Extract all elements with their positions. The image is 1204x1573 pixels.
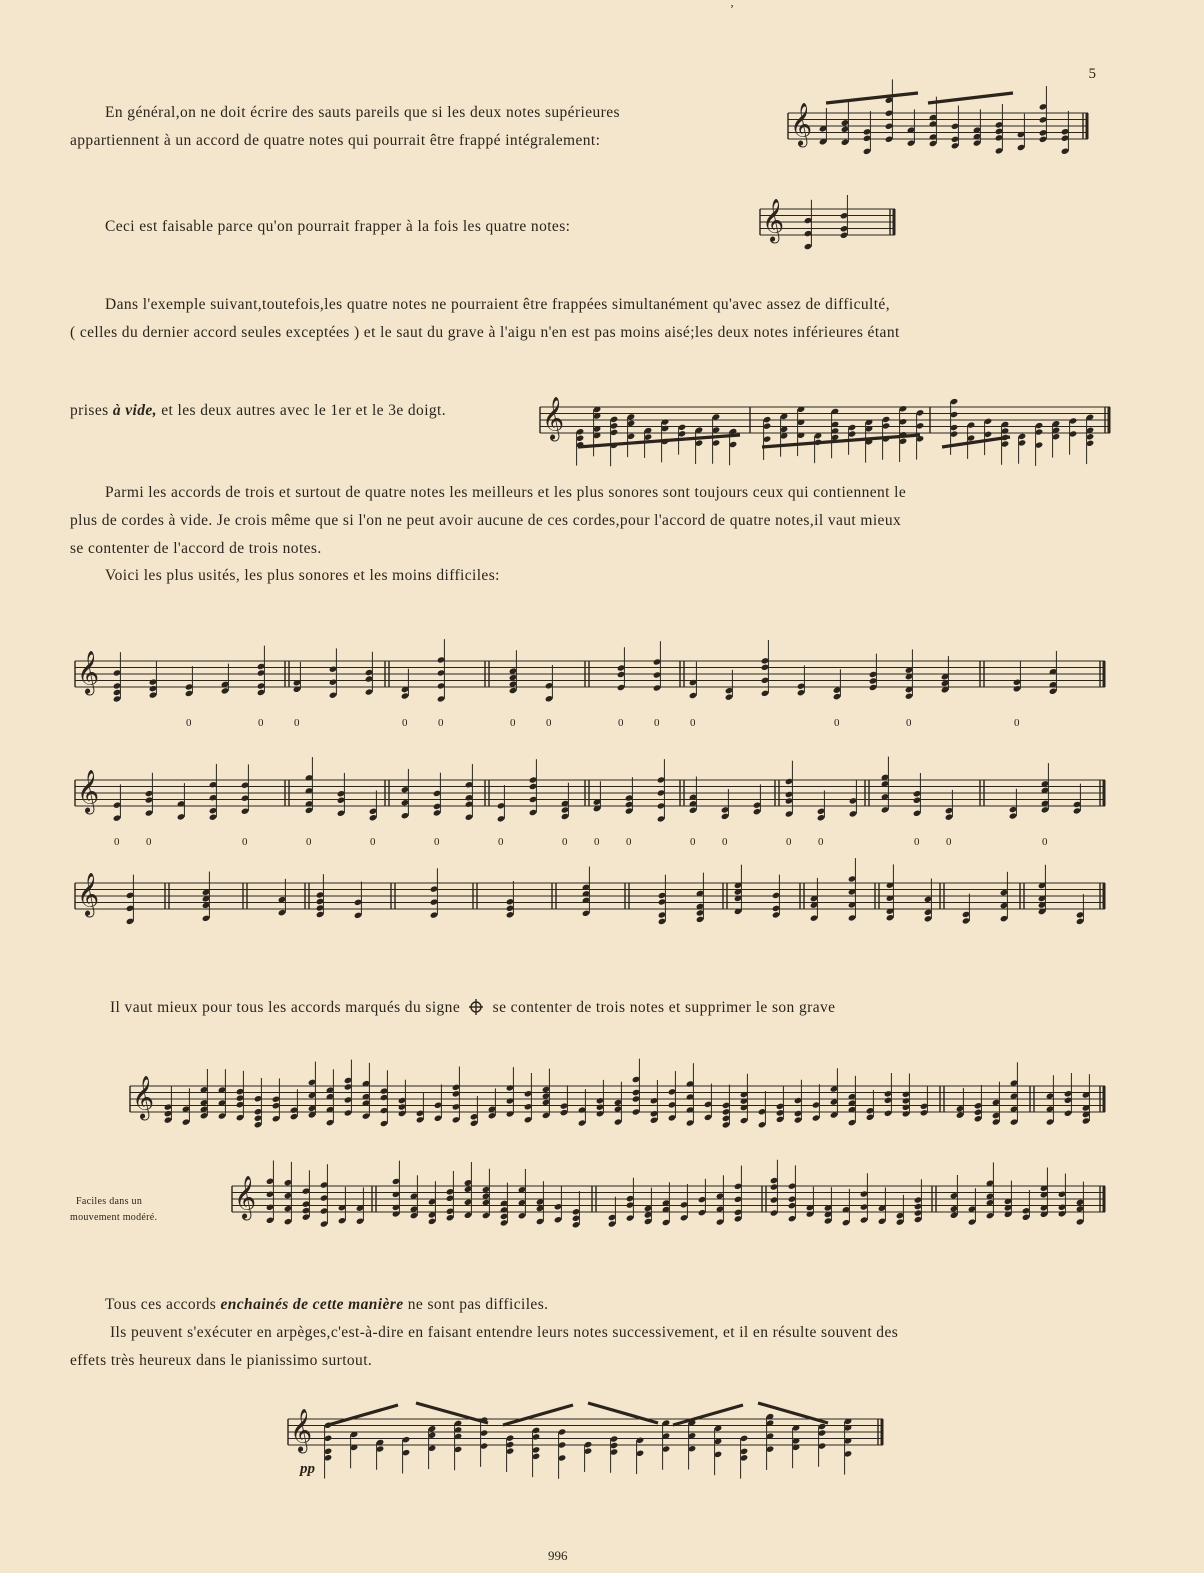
chord [1010,1062,1019,1125]
chord [278,879,287,916]
chord [907,109,916,146]
chord [324,1422,333,1479]
paragraph-4-italic: à vide, [112,402,157,419]
beam [673,1405,743,1425]
open-string-mark: 0 [498,836,504,848]
chord [885,79,894,142]
treble-clef-icon: 𝄞 [762,197,785,242]
open-string-mark: 0 [722,836,728,848]
paragraph-4-suffix: et les deux autres avec le 1er et le 3e doigt. [156,402,447,419]
chord [704,1084,713,1121]
dynamic-marking: pp [300,1461,315,1477]
chord [849,780,858,817]
open-string-mark: 0 [186,717,192,729]
paragraph-9-line-2: effets très heureux dans le pianissimo surtout. [70,1352,373,1369]
chord [584,1441,593,1472]
treble-clef-icon: 𝄞 [290,1407,313,1452]
paragraph-1-line-2: appartiennent à un accord de quatre notes qui pourrait être frappé intégralement: [70,132,601,149]
chord [770,1160,779,1217]
plate-number: 996 [548,1548,568,1563]
chord [758,1091,767,1128]
chord [464,1162,473,1219]
chord [428,1181,437,1225]
chord [185,666,194,729]
chord [625,777,634,848]
staff [540,407,1110,433]
chord [1076,1182,1085,1226]
chord [326,1069,335,1126]
chord [506,1434,515,1471]
beam [758,1403,828,1423]
chord [785,761,794,848]
chord [376,1439,385,1470]
paragraph-8 [105,1292,548,1318]
chord [941,656,950,693]
open-string-mark: 0 [914,836,920,848]
chord [433,773,442,848]
chord [430,868,439,918]
chord [644,1188,653,1225]
chord [558,1428,567,1478]
chord [995,104,1004,154]
beam [588,1403,658,1423]
open-string-mark: 0 [510,717,516,729]
chord [209,764,218,821]
chord [113,784,122,848]
chord [792,1424,801,1468]
chord [1038,865,1047,915]
chord [1052,420,1061,457]
music-example-1 [788,95,1088,175]
chord [506,881,515,918]
chord [776,1086,785,1123]
chord [126,875,135,925]
open-string-mark: 0 [594,836,600,848]
chord [695,426,704,463]
chord [470,1096,479,1127]
page-number: 5 [1088,66,1096,82]
chord [968,1188,977,1225]
open-string-mark: 0 [1042,836,1048,848]
chord [688,1419,697,1469]
chord-system-2 [75,740,1105,850]
open-string-mark: 0 [1014,717,1020,729]
chord [380,1070,389,1127]
chord [772,875,781,919]
chord [1069,417,1078,454]
chord [788,1165,797,1222]
chord [610,1435,619,1472]
staff [75,661,1105,687]
chord [819,108,828,145]
chord [1039,86,1048,143]
open-string-mark: 0 [402,717,408,729]
chord [1061,111,1070,155]
chord [806,1187,815,1218]
open-string-mark: 0 [834,717,840,729]
paragraph-8-italic: enchainés de cette manière [220,1296,404,1313]
chord [354,882,363,919]
chord-system-3 [75,845,1105,955]
treble-clef-icon: 𝄞 [77,871,100,916]
chord [951,106,960,150]
chord [878,1187,887,1224]
paragraph-5-line-1: Parmi les accords de trois et surtout de quatre notes les meilleurs et les plus sonores sont toujours ceux qui contiennent le [105,484,907,501]
chord [410,1175,419,1219]
chord [992,1082,1001,1126]
chord [1049,651,1058,695]
chord [716,1175,725,1225]
chord [554,1186,563,1223]
chord [572,1191,581,1228]
open-string-mark: 0 [114,836,120,848]
open-string-mark: 0 [294,717,300,729]
paragraph-2: Ceci est faisable parce qu'on pourrait frapper à la fois les quatre notes: [105,218,571,235]
beam [328,1405,398,1425]
chord [536,1181,545,1225]
chord [529,759,538,816]
chord [308,1062,317,1119]
open-string-mark: 0 [818,836,824,848]
treble-clef-icon: 𝄞 [542,395,565,440]
chord [1000,872,1009,922]
side-note-line-2: mouvement modéré. [70,1212,158,1223]
open-string-mark: 0 [946,836,952,848]
chord [532,1427,541,1477]
chord [698,1179,707,1216]
chord [869,654,878,691]
paragraph-9-line-1: Ils peuvent s'exécuter en arpèges,c'est-à-dire en faisant entendre leurs notes successivement, et il en résulte souvent des [110,1324,899,1341]
music-example-3 [540,385,1110,465]
paragraph-7-prefix: Il vaut mieux pour tous les accords marqués du signe [110,999,461,1016]
chord [434,1084,443,1121]
chord [668,1071,677,1121]
beam [826,93,918,103]
chord [302,1170,311,1220]
chord [1064,1073,1073,1117]
chord [284,1162,293,1225]
chord [561,783,570,848]
beam [942,437,1010,447]
chord [763,416,772,460]
open-string-mark: 0 [306,836,312,848]
omit-bass-sign-icon [468,998,484,1014]
chord [974,1085,983,1122]
chord [650,1080,659,1124]
chord [320,1164,329,1227]
arpeggio-example [288,1385,883,1485]
open-string-mark: 0 [146,836,152,848]
chord [202,872,211,922]
paragraph-8-suffix: ne sont pas difficiles. [403,1296,549,1313]
chord [680,1184,689,1221]
chord [182,1088,191,1125]
paragraph-3-line-2: ( celles du dernier accord seules exceptées ) et le saut du grave à l'aigu n'en est pas moins aisé;les deux notes inférieures étant [70,324,900,341]
chord [863,111,872,155]
chord [437,639,446,729]
chord [446,1171,455,1221]
chord [509,650,518,729]
chord-passage-2 [232,1158,1105,1248]
chord [1035,422,1044,466]
beam [416,1403,488,1423]
paragraph-5-line-2: plus de cordes à vide. Je crois même que si l'on ne peut avoir aucune de ces cordes,pour l'accord de quatre notes,il vaut mieux [70,512,902,529]
chord [842,1189,851,1226]
chord [416,1093,425,1124]
chord [356,1187,365,1224]
top-mark: ʼ [730,2,734,16]
chord [497,785,506,848]
open-string-mark: 0 [618,717,624,729]
chord [1046,1075,1055,1125]
treble-clef-icon: 𝄞 [77,768,100,813]
open-string-mark: 0 [370,836,376,848]
paragraph-4 [70,398,446,424]
staff [75,780,1105,806]
chord [632,1059,641,1116]
chord [722,1085,731,1129]
music-example-2 [760,195,895,275]
open-string-mark: 0 [906,717,912,729]
chord [886,864,895,921]
chord [344,1060,353,1117]
beam [928,93,1013,103]
chord [812,1084,821,1121]
chord [761,640,770,697]
chord [740,1435,749,1479]
chord [145,773,154,848]
chord [257,646,266,729]
side-note-line-1: Faciles dans un [76,1196,143,1207]
chord [814,432,823,463]
chord [362,1063,371,1120]
chord [833,669,842,729]
chord [1013,661,1022,729]
chord [636,1437,645,1474]
chord [945,790,954,848]
chord [657,759,666,822]
chord [1086,414,1095,464]
chord [766,1413,775,1470]
chord [365,652,374,696]
paragraph-8-prefix: Tous ces accords [105,1296,221,1313]
chord [689,776,698,848]
chord [902,1074,911,1118]
chord [452,1067,461,1124]
chord [844,1418,853,1475]
chord [734,1166,743,1223]
chord [818,1423,827,1467]
chord [840,195,849,239]
chord [401,769,410,819]
chord [658,875,667,925]
open-string-mark: 0 [562,836,568,848]
chord [984,418,993,455]
chord [884,1073,893,1117]
chord [721,789,730,848]
chord [610,416,619,466]
chord [614,1082,623,1126]
open-string-mark: 0 [626,836,632,848]
chord [913,773,922,848]
chord [272,1078,281,1122]
chord [860,1173,869,1223]
chord [653,641,662,729]
chord [221,664,230,695]
chord [830,1068,839,1118]
chord [500,1183,509,1227]
chord [1058,1173,1067,1217]
paragraph-5-line-3: se contenter de l'accord de trois notes. [70,540,322,557]
chord [967,421,976,458]
chord [402,1436,411,1473]
open-string-mark: 0 [654,717,660,729]
chord [236,1071,245,1121]
chord [1001,421,1010,465]
open-string-mark: 0 [690,836,696,848]
chord [578,1089,587,1126]
chord [924,879,933,923]
chord [848,1076,857,1126]
treble-clef-icon: 𝄞 [132,1074,155,1119]
chord [293,662,302,729]
chord [290,1089,299,1120]
chord [488,1088,497,1119]
open-string-mark: 0 [786,836,792,848]
paragraph-7-suffix: se contenter de trois notes et supprimer le son grave [492,999,836,1016]
chord [780,413,789,457]
open-string-mark: 0 [690,717,696,729]
chord [401,669,410,729]
open-string-mark: 0 [242,836,248,848]
paragraph-3-line-1: Dans l'exemple suivant,toutefois,les quatre notes ne pourraient être frappées simultanément qu'avec assez de difficulté, [105,296,890,313]
chord [626,1178,635,1222]
open-string-mark: 0 [434,836,440,848]
open-string-mark: 0 [438,717,444,729]
paragraph-4-prefix: prises [70,402,113,419]
treble-clef-icon: 𝄞 [77,649,100,694]
chord [593,781,602,848]
chord [617,647,626,729]
chord [973,109,982,146]
chord [881,757,890,814]
open-string-mark: 0 [546,717,552,729]
staff [75,883,1105,909]
chord [350,1431,359,1468]
chord [545,665,554,729]
chord [392,1161,401,1218]
chord [177,783,186,820]
chord [804,200,813,250]
chord-passage-1 [130,1058,1105,1143]
open-string-mark: 0 [258,717,264,729]
chord [1018,433,1027,464]
chord [986,1162,995,1219]
chord [689,662,698,729]
chord [316,874,325,918]
treble-clef-icon: 𝄞 [790,101,813,146]
paragraph-6: Voici les plus usités, les plus sonores et les moins difficiles: [105,567,500,584]
chord-system-1 [75,625,1105,729]
chord [1076,894,1085,925]
chord [524,1073,533,1123]
chord [662,1182,671,1226]
paragraph-7 [110,995,835,1021]
chord [113,652,122,702]
chord [686,1063,695,1126]
paragraph-1-line-1: En général,on ne doit écrire des sauts pareils que si les deux notes supérieures [105,104,620,121]
chord [305,757,314,848]
beam [503,1405,573,1425]
treble-clef-icon: 𝄞 [234,1174,257,1219]
chord [810,878,819,922]
chord [696,873,705,923]
chord [465,764,474,821]
